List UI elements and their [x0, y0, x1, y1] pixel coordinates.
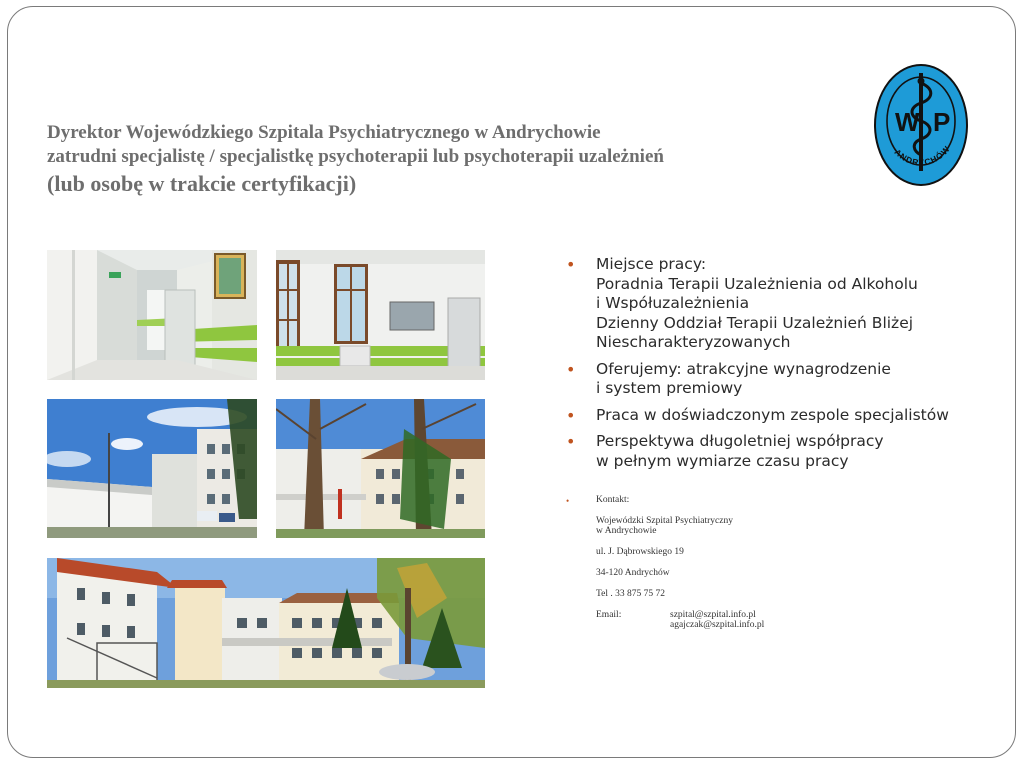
logo-ring-text: ANDRYCHÓW [892, 143, 953, 168]
list-item-line: Oferujemy: atrakcyjne wynagrodzenie [596, 359, 891, 378]
contact-email-row [596, 610, 986, 630]
contact-city: 34-120 Andrychów [596, 568, 670, 578]
bullet-dot: • [566, 496, 570, 506]
title-line-1: Dyrektor Wojewódzkiego Szpitala Psychiatrycznego w Andrychowie [47, 122, 601, 143]
photo-building-exterior [47, 399, 257, 538]
list-item-team [566, 406, 986, 426]
contact-phone: Tel . 33 875 75 72 [596, 589, 665, 599]
list-item-offer [566, 360, 986, 399]
list-item-workplace [566, 255, 986, 353]
list-item-line: i Współuzależnienia [596, 294, 750, 312]
contact-section [566, 495, 986, 630]
photo-trees-building [276, 399, 485, 538]
title-line-2: zatrudni specjalistę / specjalistkę psychoterapii lub psychoterapii uzależnień [47, 146, 664, 167]
list-item-line: Praca w doświadczonym zespole specjalistów [596, 405, 949, 424]
list-item-line: Dzienny Oddział Terapii Uzależnień Bliżej [596, 313, 914, 332]
bullet-dot: • [566, 432, 576, 451]
contact-email-1[interactable]: szpital@szpital.info.pl [670, 610, 756, 620]
logo-letter-w: W [895, 107, 920, 137]
contact-email-label: Email: [596, 610, 622, 620]
hospital-logo [873, 63, 969, 187]
photo-hospital-complex [47, 558, 485, 688]
list-item-line: i system premiowy [596, 379, 743, 397]
list-item-line: Miejsce pracy: [596, 255, 707, 273]
logo-letter-p: P [933, 107, 951, 137]
contact-org-line-2: w Andrychowie [596, 526, 657, 536]
contact-email-list [670, 610, 764, 630]
bullet-dot: • [566, 359, 576, 379]
list-item-line: w pełnym wymiarze czasu pracy [596, 451, 849, 470]
offer-list [566, 255, 986, 478]
contact-street: ul. J. Dąbrowskiego 19 [596, 547, 684, 557]
contact-block [566, 495, 986, 630]
bullet-dot: • [566, 405, 576, 425]
contact-email-2[interactable]: agajczak@szpital.info.pl [670, 620, 765, 630]
bullet-dot: • [566, 255, 576, 274]
list-item-line: Poradnia Terapii Uzależnienia od Alkoholu [596, 274, 918, 293]
title-line-3: (lub osobę w trakcie certyfikacji) [47, 171, 357, 196]
photo-corridor [47, 250, 257, 380]
photo-room-windows [276, 250, 485, 380]
contact-heading: Kontakt: [596, 495, 630, 505]
list-item-line: Niescharakteryzowanych [596, 333, 791, 351]
contact-org-line-1: Wojewódzki Szpital Psychiatryczny [596, 516, 733, 526]
list-item-perspective [566, 432, 986, 471]
list-item-line: Perspektywa długoletniej współpracy [596, 432, 884, 450]
page-title [47, 121, 807, 199]
